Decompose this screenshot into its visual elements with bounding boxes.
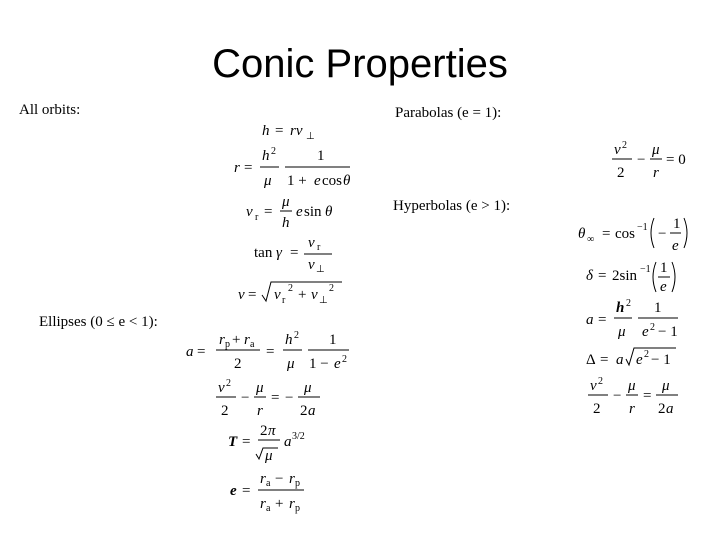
svg-text:2: 2 bbox=[644, 349, 649, 360]
svg-text:v: v bbox=[274, 287, 281, 303]
svg-text:e: e bbox=[314, 173, 321, 189]
svg-text:=: = bbox=[598, 312, 607, 328]
svg-text:r: r bbox=[260, 471, 266, 487]
svg-text:2: 2 bbox=[626, 298, 631, 309]
equation-ellipse-energy bbox=[214, 378, 334, 425]
svg-text:−: − bbox=[275, 471, 284, 487]
ellipses-heading: Ellipses (0 ≤ e < 1): bbox=[39, 314, 158, 330]
svg-text:v: v bbox=[308, 257, 315, 273]
svg-text:θ: θ bbox=[578, 226, 586, 242]
svg-text:+: + bbox=[232, 332, 241, 348]
svg-text:a: a bbox=[284, 434, 292, 450]
svg-text:Δ: Δ bbox=[586, 352, 596, 368]
page-title: Conic Properties bbox=[212, 42, 508, 86]
svg-text:=: = bbox=[271, 390, 280, 406]
svg-text:+: + bbox=[275, 496, 284, 512]
svg-text:=: = bbox=[197, 344, 206, 360]
equation-eccentricity bbox=[228, 470, 318, 519]
svg-text:=: = bbox=[264, 204, 273, 220]
svg-text:2: 2 bbox=[617, 165, 625, 181]
svg-text:⊥: ⊥ bbox=[316, 264, 325, 275]
svg-text:e: e bbox=[642, 324, 649, 340]
svg-text:a: a bbox=[308, 403, 316, 419]
svg-text:cos: cos bbox=[615, 226, 635, 242]
svg-text:a: a bbox=[666, 401, 674, 417]
svg-text:1 +: 1 + bbox=[287, 173, 307, 189]
equation-orbit-radius bbox=[232, 145, 362, 195]
equation-orbital-period bbox=[226, 422, 326, 471]
svg-text:⊥: ⊥ bbox=[319, 295, 328, 306]
svg-text:μ: μ bbox=[287, 356, 295, 372]
equation-hyperbola-aiming-radius bbox=[584, 344, 684, 377]
svg-text:=: = bbox=[598, 268, 607, 284]
svg-text:v: v bbox=[246, 204, 253, 220]
svg-text:h: h bbox=[616, 300, 625, 316]
svg-text:2: 2 bbox=[593, 401, 601, 417]
svg-text:a: a bbox=[186, 344, 194, 360]
svg-text:−1: −1 bbox=[640, 264, 651, 275]
svg-text:1 −: 1 − bbox=[309, 356, 329, 372]
svg-text:2: 2 bbox=[294, 330, 299, 341]
svg-text:r: r bbox=[653, 165, 659, 181]
svg-text:μ: μ bbox=[618, 324, 626, 340]
svg-text:−1: −1 bbox=[637, 222, 648, 233]
svg-text:tan: tan bbox=[254, 245, 273, 261]
svg-text:r: r bbox=[317, 242, 321, 253]
svg-text:μ: μ bbox=[264, 173, 272, 189]
svg-text:a: a bbox=[266, 478, 271, 489]
svg-text:2: 2 bbox=[271, 146, 276, 157]
svg-text:e: e bbox=[660, 279, 667, 295]
svg-text:+: + bbox=[298, 287, 307, 303]
svg-text:a: a bbox=[250, 339, 255, 350]
svg-text:=: = bbox=[643, 388, 652, 404]
svg-text:h: h bbox=[262, 148, 270, 164]
svg-text:−: − bbox=[285, 390, 294, 406]
svg-text:μ: μ bbox=[282, 194, 290, 210]
svg-text:v: v bbox=[590, 378, 597, 394]
hyperbolas-heading: Hyperbolas (e > 1): bbox=[393, 198, 511, 214]
svg-text:θ: θ bbox=[325, 204, 333, 220]
svg-text:∞: ∞ bbox=[587, 234, 595, 245]
svg-text:1: 1 bbox=[654, 300, 662, 316]
svg-text:e: e bbox=[296, 204, 303, 220]
svg-text:cos: cos bbox=[322, 173, 342, 189]
svg-text:2sin: 2sin bbox=[612, 268, 638, 284]
svg-text:e: e bbox=[334, 356, 341, 372]
svg-text:−: − bbox=[658, 226, 667, 242]
svg-text:h: h bbox=[262, 123, 270, 139]
svg-text:− 1: − 1 bbox=[651, 352, 671, 368]
svg-text:a: a bbox=[266, 503, 271, 514]
svg-text:=: = bbox=[242, 434, 251, 450]
svg-text:a: a bbox=[616, 352, 624, 368]
svg-text:p: p bbox=[295, 503, 300, 514]
svg-text:−: − bbox=[637, 152, 646, 168]
svg-text:−: − bbox=[241, 390, 250, 406]
svg-text:p: p bbox=[225, 339, 230, 350]
svg-text:r: r bbox=[219, 332, 225, 348]
svg-text:μ: μ bbox=[628, 378, 636, 394]
svg-text:2: 2 bbox=[226, 378, 231, 389]
svg-text:=: = bbox=[275, 123, 284, 139]
svg-text:2: 2 bbox=[598, 376, 603, 387]
svg-text:μ: μ bbox=[652, 142, 660, 158]
svg-text:=: = bbox=[244, 160, 253, 176]
svg-text:π: π bbox=[268, 423, 276, 439]
svg-text:1: 1 bbox=[673, 216, 681, 232]
svg-text:=: = bbox=[248, 287, 257, 303]
parabolas-heading: Parabolas (e = 1): bbox=[395, 105, 502, 121]
svg-text:2: 2 bbox=[300, 403, 308, 419]
svg-text:=: = bbox=[290, 245, 299, 261]
svg-text:v: v bbox=[614, 142, 621, 158]
svg-text:v: v bbox=[218, 380, 225, 396]
svg-text:r: r bbox=[289, 471, 295, 487]
svg-text:2: 2 bbox=[288, 283, 293, 294]
svg-text:v: v bbox=[311, 287, 318, 303]
equation-ellipse-semimajor bbox=[186, 330, 356, 379]
svg-text:δ: δ bbox=[586, 268, 593, 284]
svg-text:1: 1 bbox=[660, 260, 668, 276]
svg-text:2: 2 bbox=[234, 356, 242, 372]
svg-text:r: r bbox=[289, 496, 295, 512]
equation-velocity-magnitude bbox=[238, 279, 348, 314]
svg-text:=: = bbox=[242, 483, 251, 499]
svg-text:μ: μ bbox=[256, 380, 264, 396]
svg-text:= 0: = 0 bbox=[666, 152, 686, 168]
svg-text:r: r bbox=[629, 401, 635, 417]
equation-radial-velocity bbox=[246, 195, 346, 240]
svg-text:2: 2 bbox=[650, 322, 655, 333]
svg-text:=: = bbox=[266, 344, 275, 360]
svg-text:p: p bbox=[295, 478, 300, 489]
svg-text:− 1: − 1 bbox=[658, 324, 678, 340]
svg-text:μ: μ bbox=[265, 448, 273, 464]
svg-text:v: v bbox=[308, 235, 315, 251]
svg-text:1: 1 bbox=[317, 148, 325, 164]
equation-angular-momentum bbox=[262, 118, 342, 147]
all-orbits-heading: All orbits: bbox=[19, 102, 81, 118]
svg-text:−: − bbox=[613, 388, 622, 404]
equation-hyperbola-turn-angle bbox=[578, 212, 688, 259]
svg-text:=: = bbox=[600, 352, 609, 368]
svg-text:=: = bbox=[602, 226, 611, 242]
svg-text:r: r bbox=[234, 160, 240, 176]
svg-text:μ: μ bbox=[304, 380, 312, 396]
svg-text:⊥: ⊥ bbox=[306, 131, 315, 142]
svg-text:μ: μ bbox=[662, 378, 670, 394]
svg-text:2: 2 bbox=[221, 403, 229, 419]
svg-text:v: v bbox=[238, 287, 245, 303]
svg-text:a: a bbox=[586, 312, 594, 328]
svg-text:e: e bbox=[636, 352, 643, 368]
svg-text:r: r bbox=[244, 332, 250, 348]
svg-text:γ: γ bbox=[276, 245, 282, 261]
equation-hyperbola-energy bbox=[586, 376, 696, 423]
equation-flight-path-angle bbox=[254, 235, 354, 280]
svg-text:h: h bbox=[285, 332, 293, 348]
svg-text:3/2: 3/2 bbox=[292, 431, 305, 442]
svg-text:r: r bbox=[257, 403, 263, 419]
svg-text:h: h bbox=[282, 215, 290, 231]
svg-text:2: 2 bbox=[342, 354, 347, 365]
svg-text:2: 2 bbox=[622, 140, 627, 151]
svg-text:e: e bbox=[230, 483, 237, 499]
equation-parabola-energy bbox=[610, 140, 700, 187]
svg-text:r: r bbox=[282, 295, 286, 306]
svg-text:rv: rv bbox=[290, 123, 303, 139]
svg-text:e: e bbox=[672, 238, 679, 254]
svg-text:2: 2 bbox=[260, 423, 268, 439]
svg-text:sin: sin bbox=[304, 204, 322, 220]
svg-text:1: 1 bbox=[329, 332, 337, 348]
svg-text:2: 2 bbox=[658, 401, 666, 417]
svg-text:2: 2 bbox=[329, 283, 334, 294]
svg-text:θ: θ bbox=[343, 173, 351, 189]
svg-text:r: r bbox=[260, 496, 266, 512]
svg-text:r: r bbox=[255, 212, 259, 223]
svg-text:T: T bbox=[228, 434, 238, 450]
equation-hyperbola-semimajor bbox=[586, 298, 686, 347]
